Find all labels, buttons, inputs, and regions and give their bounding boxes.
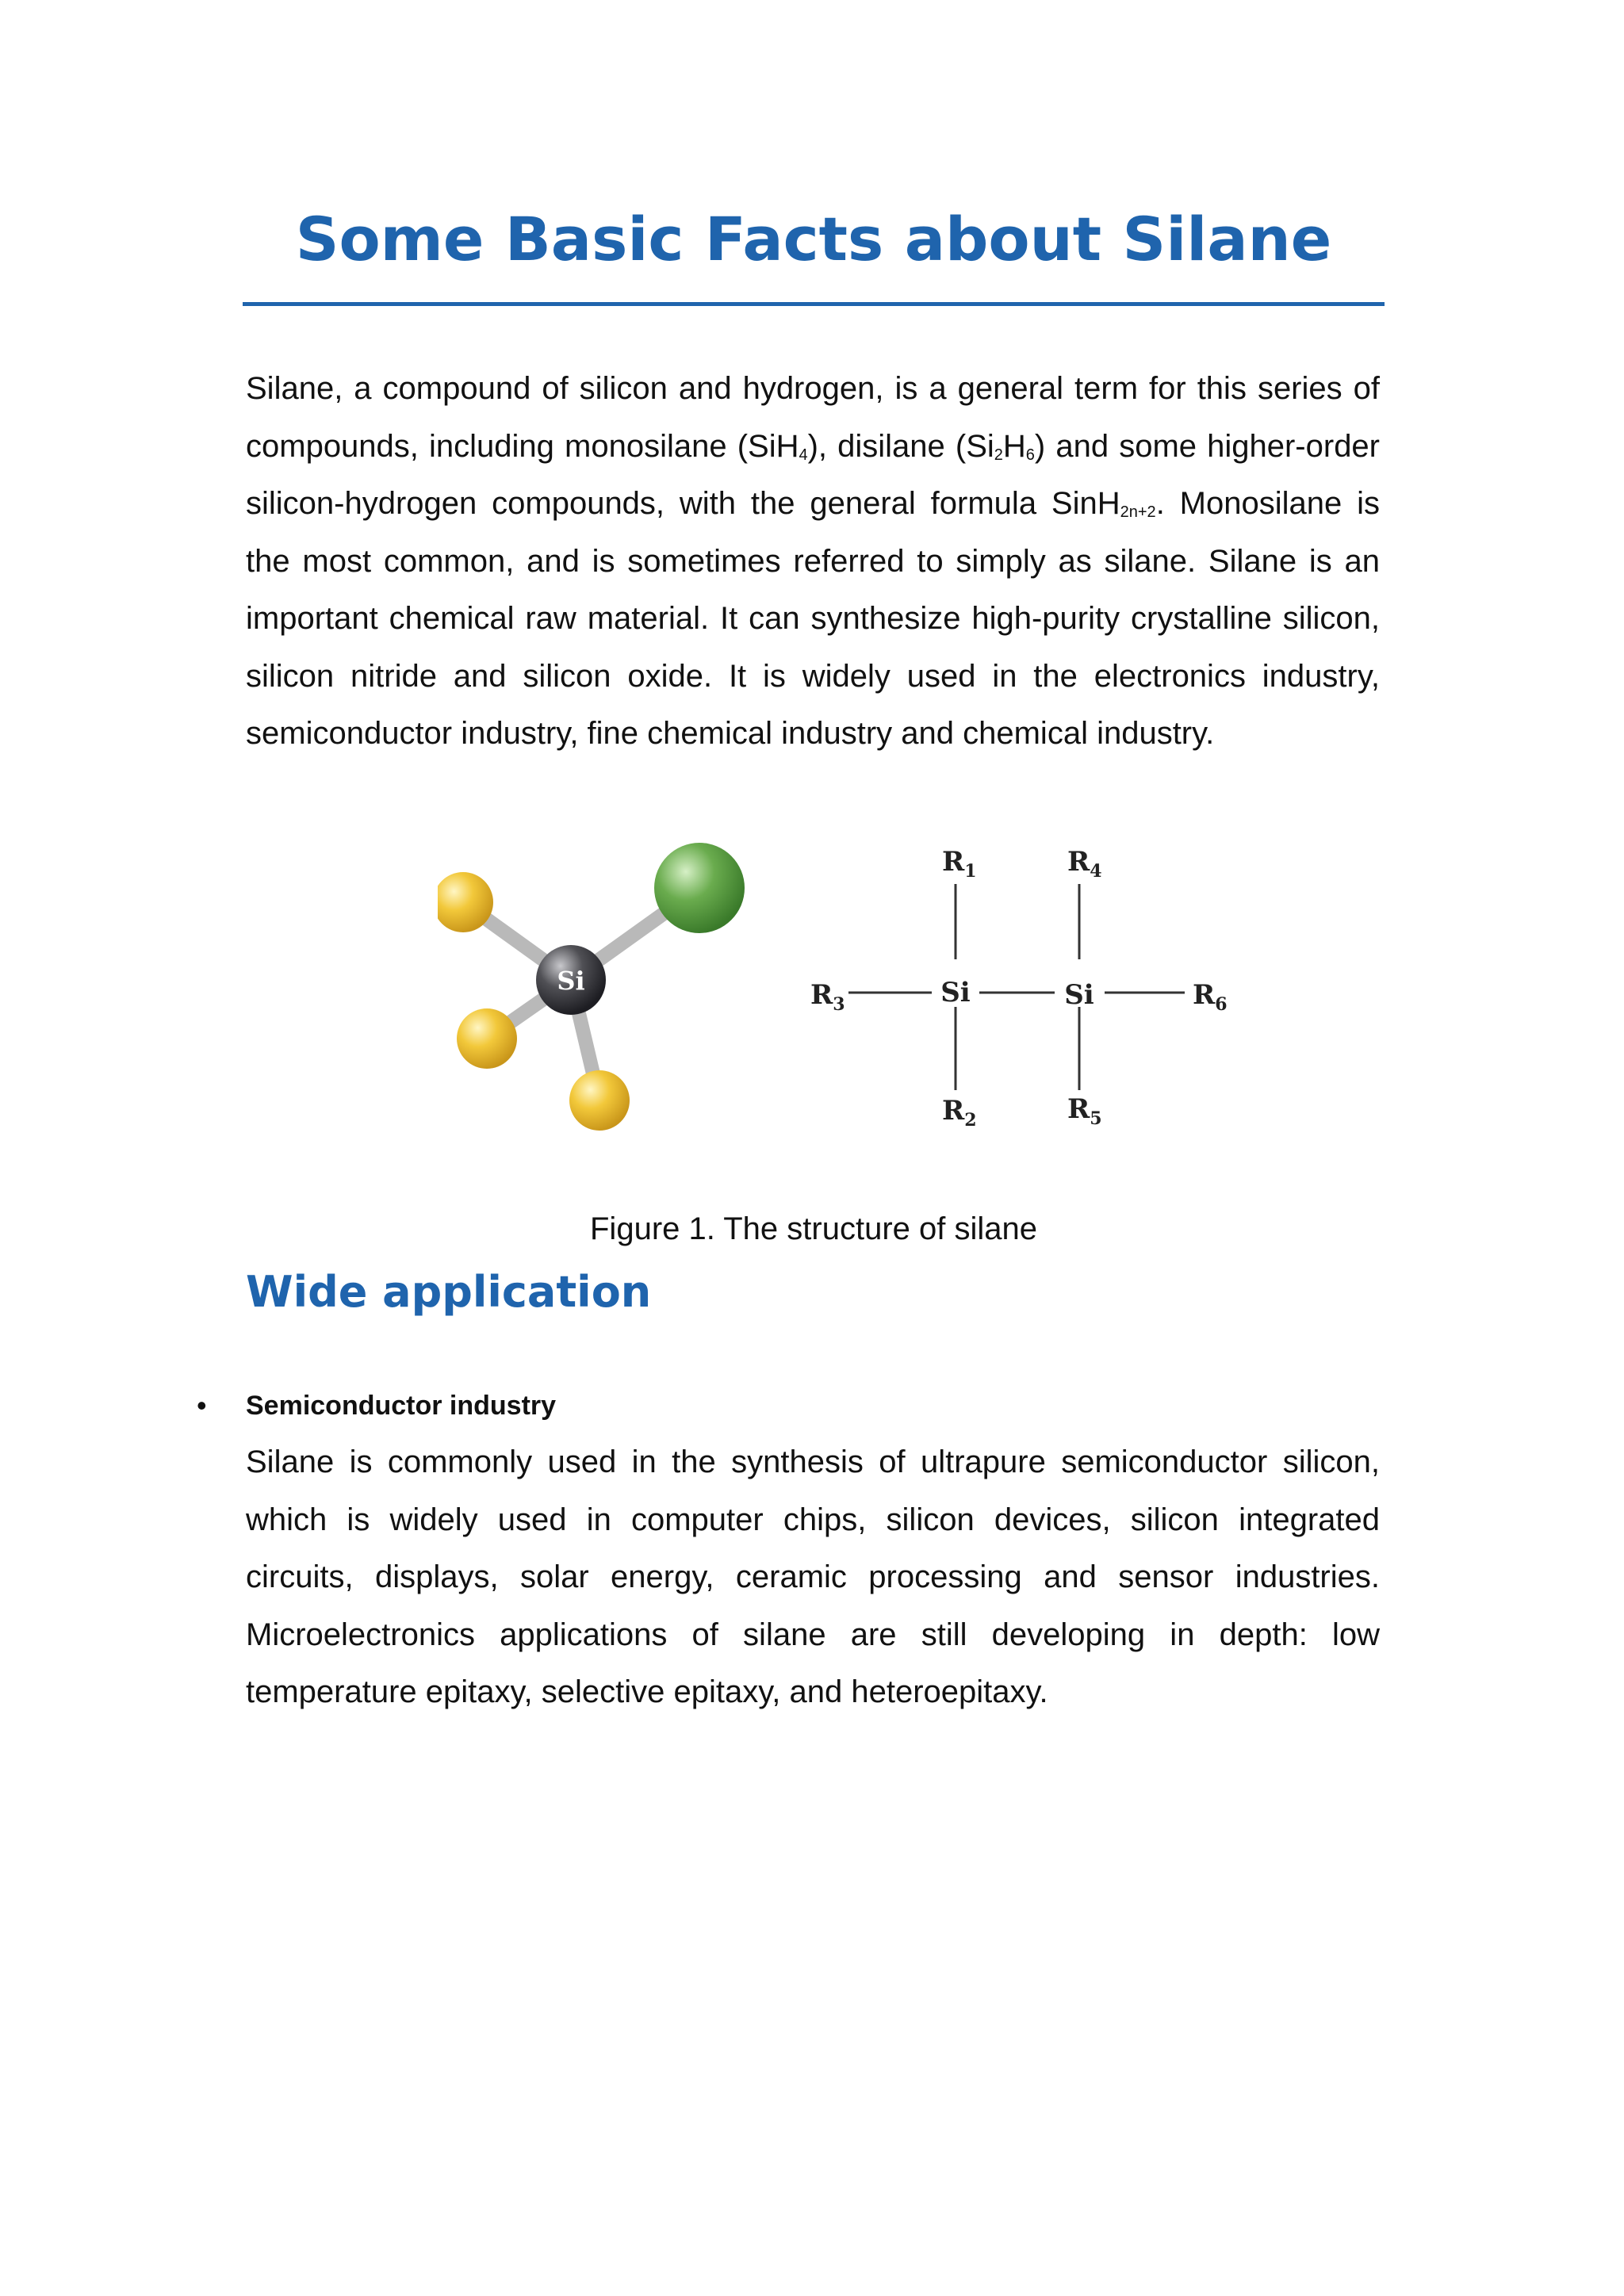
substituent-r5: $R_5$ xyxy=(1067,1093,1102,1129)
silicon-atom-label: Si xyxy=(557,966,585,996)
substituent-r1: $R_1$ xyxy=(942,846,977,882)
hydrogen-atom-2 xyxy=(457,1008,517,1069)
figure-caption: Figure 1. The structure of silane xyxy=(590,1211,1037,1246)
title-divider xyxy=(243,302,1385,306)
disilane-structural-formula xyxy=(801,836,1245,1154)
substituent-r4: $R_4$ xyxy=(1067,846,1102,882)
substituent-r3: $R_3$ xyxy=(810,979,845,1015)
silicon-label-1: Si xyxy=(940,977,971,1008)
page-title: Some Basic Facts about Silane xyxy=(295,204,1332,274)
silane-ball-and-stick-model xyxy=(438,834,755,1135)
substituent-r2: $R_2$ xyxy=(942,1095,977,1131)
substituent-atom xyxy=(654,843,745,933)
silicon-label-2: Si xyxy=(1064,979,1094,1011)
hydrogen-atom-3 xyxy=(569,1070,630,1131)
list-item-heading: Semiconductor industry xyxy=(246,1391,557,1421)
bullet-marker: • xyxy=(197,1389,207,1422)
list-item-body: Silane is commonly used in the synthesis of ultrapure semiconductor silicon, which is widely used in computer chips, silicon devices, silicon integrated circuits, displays, solar energy, ceramic processing and sensor industries. Microelectronics applications of silane are still developing in depth: low temperature epitaxy, selective epitaxy, and heteroepitaxy. xyxy=(246,1445,1380,1709)
structure-bonds xyxy=(848,884,1185,1090)
substituent-r6: $R_6$ xyxy=(1193,979,1228,1015)
intro-paragraph: Silane, a compound of silicon and hydrogen, is a general term for this series of compounds, including monosilane (SiH$_4$), disilane $(Si_2H_6)$ and some higher-order silicon-hydrogen compounds, with the general formula SinH$_{2n+2}$. Monosilane is the most common, and is sometimes referred to simply as silane. Silane is an important chemical raw material. It can synthesize high-purity crystalline silicon, silicon nitride and silicon oxide. It is widely used in the electronics industry, semiconductor industry, fine chemical industry and chemical industry. xyxy=(246,371,1380,751)
section-heading: Wide application xyxy=(246,1267,652,1317)
